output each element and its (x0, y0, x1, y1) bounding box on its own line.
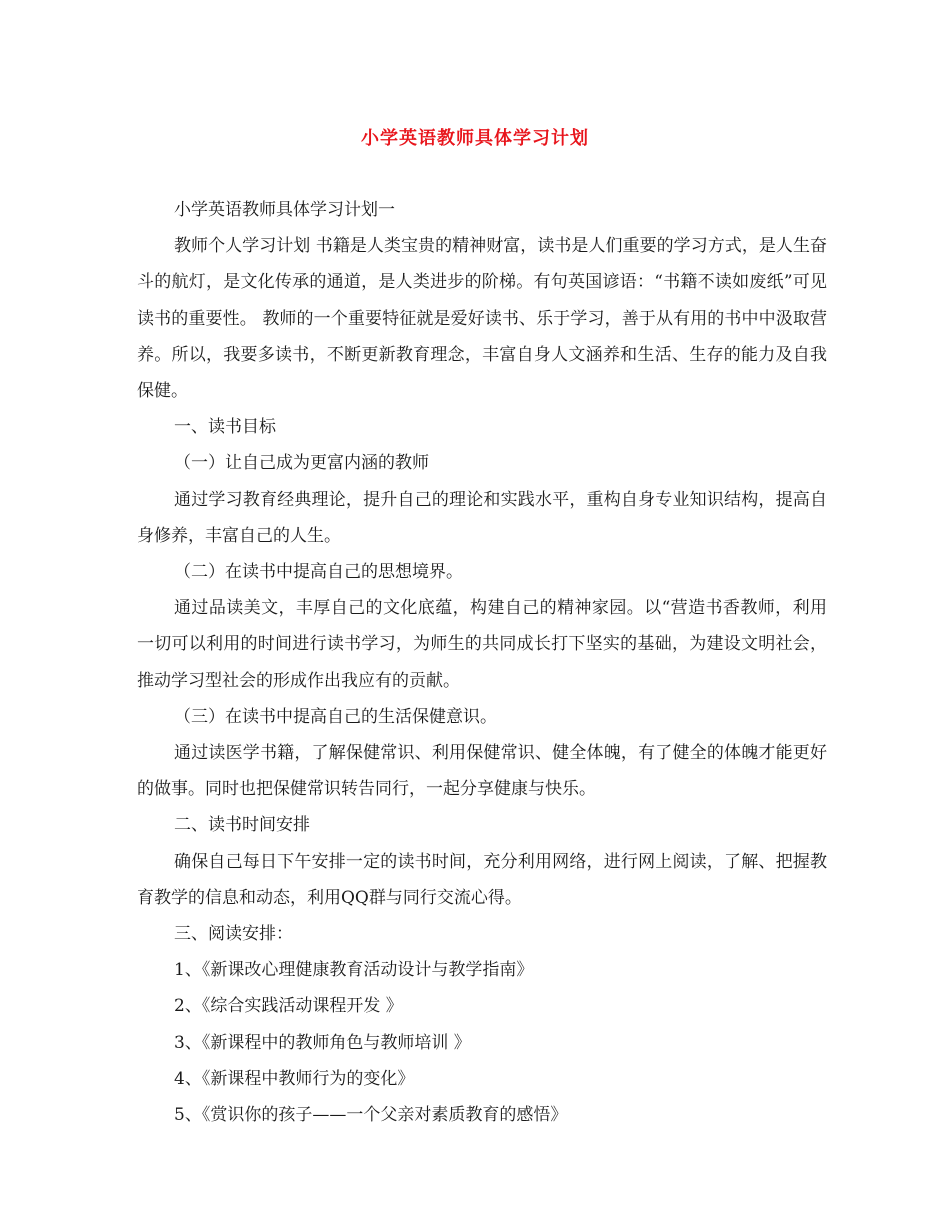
paragraph-reading-time: 确保自己每日下午安排一定的读书时间，充分利用网络，进行网上阅读，了解、把握教育教学的信息和动态，利用QQ群与同行交流心得。 (137, 851, 827, 908)
subheading-goal-2: （二）在读书中提高自己的思想境界。 (174, 562, 463, 583)
list-item-book-5: 5、《赏识你的孩子——一个父亲对素质教育的感悟》 (174, 1105, 568, 1126)
paragraph-intro: 教师个人学习计划 书籍是人类宝贵的精神财富，读书是人们重要的学习方式，是人生奋斗的航灯，是文化传承的通道，是人类进步的阶梯。有句英国谚语：“书籍不读如废纸”可见读书的重要性。 教师的一个重要特征就是爱好读书、乐于学习，善于从有用的书中中汲取营养。所以，我要多读书，不断更新教育理念，丰富自身人文涵养和生活、生存的能力及自我保健。 (137, 236, 827, 402)
heading-reading-goals: 一、读书目标 (174, 417, 276, 438)
document-body (137, 192, 827, 1133)
paragraph-goal-2: 通过品读美文，丰厚自己的文化底蕴，构建自己的精神家园。以“营造书香教师，利用一切可以利用的时间进行读书学习，为师生的共同成长打下坚实的基础，为建设文明社会，推动学习型社会的形成作出我应有的贡献。 (137, 598, 827, 691)
paragraph-goal-3: 通过读医学书籍，了解保健常识、利用保健常识、健全体魄，有了健全的体魄才能更好的做事。同时也把保健常识转告同行，一起分享健康与快乐。 (137, 743, 827, 800)
list-item-book-4: 4、《新课程中教师行为的变化》 (174, 1068, 415, 1089)
heading-reading-list: 三、阅读安排： (174, 924, 293, 945)
list-item-book-1: 1、《新课改心理健康教育活动设计与教学指南》 (174, 960, 534, 981)
paragraph-subtitle: 小学英语教师具体学习计划一 (174, 200, 395, 220)
subheading-goal-3: （三）在读书中提高自己的生活保健意识。 (174, 706, 497, 727)
list-item-book-3: 3、《新课程中的教师角色与教师培训 》 (174, 1032, 471, 1053)
document-title: 小学英语教师具体学习计划 (361, 128, 589, 149)
list-item-book-2: 2、《综合实践活动课程开发 》 (174, 996, 403, 1017)
subheading-goal-1: （一）让自己成为更富内涵的教师 (174, 453, 429, 474)
heading-reading-time: 二、读书时间安排 (174, 815, 310, 836)
paragraph-goal-1: 通过学习教育经典理论，提升自己的理论和实践水平，重构自身专业知识结构，提高自身修养，丰富自己的人生。 (137, 489, 827, 546)
